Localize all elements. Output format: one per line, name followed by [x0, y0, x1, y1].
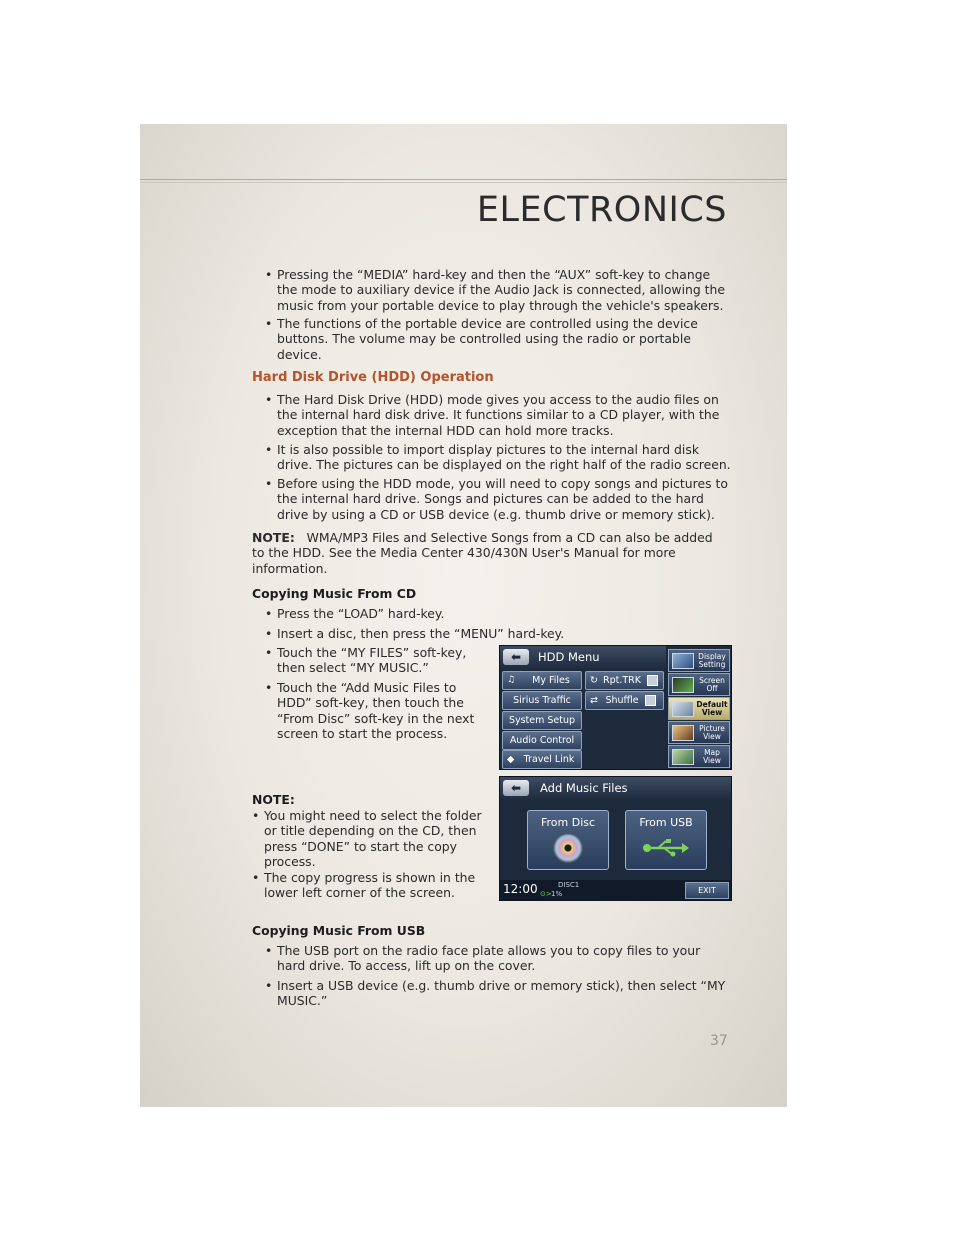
repeat-icon: ↻	[590, 675, 598, 686]
travel-link-button[interactable]: ◆ Travel Link	[502, 750, 582, 769]
disc-icon	[553, 833, 583, 863]
screen-off-icon	[672, 677, 694, 693]
progress-icon: ⊙>	[540, 890, 552, 898]
clock: 12:00	[503, 882, 538, 896]
add-music-screen	[499, 776, 732, 901]
copy-cd-note-label: NOTE:	[252, 792, 295, 807]
display-setting-icon	[672, 653, 694, 669]
shuffle-icon: ⇄	[590, 695, 598, 706]
system-setup-button[interactable]: System Setup	[502, 711, 582, 730]
copy-cd-heading: Copying Music From CD	[252, 586, 417, 601]
copy-cd-note-bullet: • You might need to select the folder or title depending on the CD, then press “DONE” to start the copy process.	[252, 808, 482, 870]
hdd-menu-title: HDD Menu	[538, 650, 600, 664]
copy-cd-bullet: • Touch the “MY FILES” soft-key, then select “MY MUSIC.”	[265, 645, 467, 676]
hdd-bullet: • Before using the HDD mode, you will need to copy songs and pictures to the internal hard drive. Songs and pictures can be added to the hard drive by using a CD or USB device (e.g. thumb drive or memory stick).	[265, 476, 728, 522]
hdd-bullet: • It is also possible to import display pictures to the internal hard disk drive. The pictures can be displayed on the right half of the radio screen.	[265, 442, 731, 473]
intro-bullet: • Pressing the “MEDIA” hard-key and then the “AUX” soft-key to change the mode to auxiliary device if the Audio Jack is connected, allowing the music from your portable device to play through the vehicle's speakers.	[265, 267, 725, 313]
add-music-header	[500, 777, 731, 800]
header-rule	[140, 179, 787, 180]
copy-usb-heading: Copying Music From USB	[252, 923, 426, 938]
intro-bullet: • The functions of the portable device are controlled using the device buttons. The volume may be controlled using the radio or portable device.	[265, 316, 698, 362]
hdd-menu-screen	[499, 645, 732, 770]
picture-view-icon	[672, 725, 694, 741]
travel-link-icon: ◆	[507, 754, 515, 765]
audio-control-button[interactable]: Audio Control	[502, 731, 582, 750]
display-setting-button[interactable]: Display Setting	[668, 649, 730, 672]
map-view-icon	[672, 749, 694, 765]
hdd-note: NOTE: WMA/MP3 Files and Selective Songs from a CD can also be added to the HDD. See the Media Center 430/430N User's Manual for more information.	[252, 530, 713, 576]
hdd-bullet: • The Hard Disk Drive (HDD) mode gives you access to the audio files on the internal hard disk drive. It functions similar to a CD player, with the exception that the internal HDD can hold more tracks.	[265, 392, 720, 438]
back-arrow-icon[interactable]: ⬅	[503, 649, 529, 665]
note-label: NOTE:	[252, 530, 295, 545]
shuffle-button[interactable]: ⇄ Shuffle	[585, 691, 664, 710]
copy-usb-bullet: • Insert a USB device (e.g. thumb drive or memory stick), then select “MY MUSIC.”	[265, 978, 726, 1009]
header-rule-secondary	[140, 182, 787, 183]
usb-icon	[642, 837, 690, 859]
copy-cd-bullet: • Insert a disc, then press the “MENU” hard-key.	[265, 626, 565, 641]
shuffle-checkbox[interactable]	[645, 695, 656, 706]
picture-view-button[interactable]: Picture View	[668, 721, 730, 744]
page-number: 37	[710, 1033, 728, 1049]
screen-off-button[interactable]: Screen Off	[668, 673, 730, 696]
repeat-track-button[interactable]: ↻ Rpt.TRK	[585, 671, 664, 690]
copy-usb-bullet: • The USB port on the radio face plate allows you to copy files to your hard drive. To access, lift up on the cover.	[265, 943, 701, 974]
copy-cd-note-bullet: • The copy progress is shown in the lower left corner of the screen.	[252, 870, 476, 901]
status-bar	[500, 880, 731, 900]
default-view-icon	[672, 701, 694, 717]
exit-button[interactable]: EXIT	[685, 882, 729, 899]
add-music-title: Add Music Files	[540, 781, 628, 795]
from-disc-button[interactable]: From Disc	[527, 810, 609, 870]
default-view-button[interactable]: Default View	[668, 697, 730, 720]
my-files-icon: ♫	[507, 675, 516, 685]
copy-progress: 1%	[551, 890, 563, 898]
repeat-checkbox[interactable]	[647, 675, 658, 686]
hdd-menu-header	[500, 646, 666, 669]
copy-cd-bullet: • Touch the “Add Music Files to HDD” soft-key, then touch the “From Disc” soft-key in the next screen to start the process.	[265, 680, 475, 742]
map-view-button[interactable]: Map View	[668, 745, 730, 768]
source-label: DISC1	[558, 881, 580, 889]
hdd-heading: Hard Disk Drive (HDD) Operation	[252, 370, 494, 385]
from-usb-button[interactable]: From USB	[625, 810, 707, 870]
my-files-button[interactable]: ♫ My Files	[502, 671, 582, 690]
section-title: ELECTRONICS	[476, 190, 727, 230]
copy-cd-bullet: • Press the “LOAD” hard-key.	[265, 606, 445, 621]
sirius-traffic-button[interactable]: Sirius Traffic	[502, 691, 582, 710]
back-arrow-icon[interactable]: ⬅	[503, 780, 529, 796]
